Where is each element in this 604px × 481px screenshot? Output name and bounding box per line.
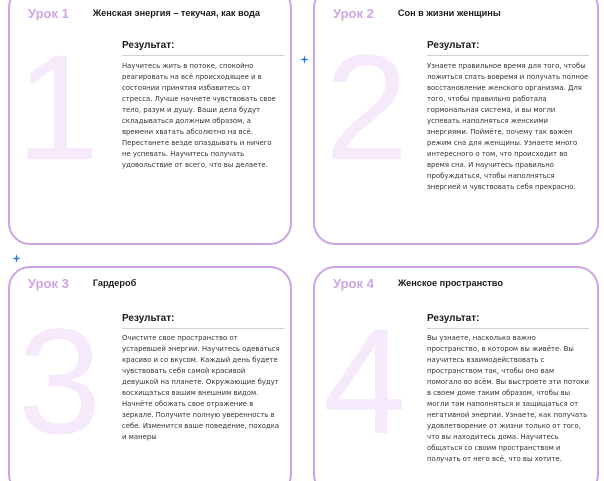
lesson-card-1 (8, 0, 292, 245)
lesson-description: Очистите свое пространство от устаревшей энергии. Научитесь одеваться красиво и со вкусом. Каждый день будете чувствовать себя самой красивой девушкой на планете. Окружающие будут восхищаться вашим внешним видом. Начнёте обожать свое отражение в зеркале. Получите полную уверенность в себе. Изменится ваше поведение, походка и манеры (122, 334, 280, 441)
lesson-title: Гардероб (92, 278, 137, 288)
divider (122, 55, 284, 56)
lesson-label: Урок 2 (333, 5, 374, 21)
lesson-label: Урок 1 (28, 5, 69, 21)
result-heading: Результат: (427, 313, 480, 324)
lesson-header (10, 272, 290, 294)
lesson-big-number: 2 (325, 23, 409, 191)
lesson-title: Сон в жизни женщины (397, 8, 501, 18)
sparkle-icon (300, 55, 309, 64)
divider (427, 55, 589, 56)
lesson-card-4 (313, 266, 599, 481)
result-heading: Результат: (122, 40, 175, 51)
lesson-header (315, 2, 597, 24)
lesson-big-number: 3 (18, 297, 102, 465)
lesson-label: Урок 4 (333, 275, 374, 291)
lesson-header (315, 272, 597, 294)
lesson-header (10, 2, 290, 24)
lesson-description: Вы узнаете, насколько важно пространство, в котором вы живёте. Вы научитесь взаимодействовать с пространством так, чтобы оно вам помогало во всём. Вы выстроете эти потоки в своем доме таким образом, чтобы вы могли там наполняться и защищаться от негативной энергии. Узнаете, как получать удовлетворение от жизни только от того, что вы находитесь дома. Научитесь общаться со своим пространством и получать от него всё, что вы хотите. (427, 334, 589, 463)
divider (427, 328, 589, 329)
lesson-card-3 (8, 266, 292, 481)
divider (122, 328, 284, 329)
lesson-card-2 (313, 0, 599, 245)
sparkle-icon (12, 254, 21, 263)
result-heading: Результат: (427, 40, 480, 51)
lesson-title: Женская энергия – текучая, как вода (92, 8, 260, 18)
lesson-label: Урок 3 (28, 275, 69, 291)
lesson-description: Узнаете правильное время для того, чтобы ложиться спать вовремя и получать полное восстановление женского организма. Для того, чтобы правильно работала гормональная система, и вы могли успевать наполняться женскими энергиями. Поймёте, почему так важен режим сна для женщины. Узнаете много интересного о том, что происходит во время сна. И научитесь правильно пробуждаться, чтобы наполняться энергией и чувствовать себя прекрасно. (427, 62, 589, 191)
result-heading: Результат: (122, 313, 175, 324)
lesson-big-number: 4 (323, 297, 407, 465)
lesson-title: Женское пространство (397, 278, 503, 288)
lesson-description: Научитесь жить в потоке, спокойно реагировать на всё происходящее и в состоянии принятия избавитесь от стресса. Лучше начнете чувствовать свое тело, разум и душу. Ваши дела будут складываться должным образом, а времени хватать абсолютно на всё. Перестанете везде опаздывать и ничего не успевать. Научитесь получать удовольствие от всего, что вы делаете. (122, 62, 276, 169)
lesson-big-number: 1 (16, 23, 100, 191)
